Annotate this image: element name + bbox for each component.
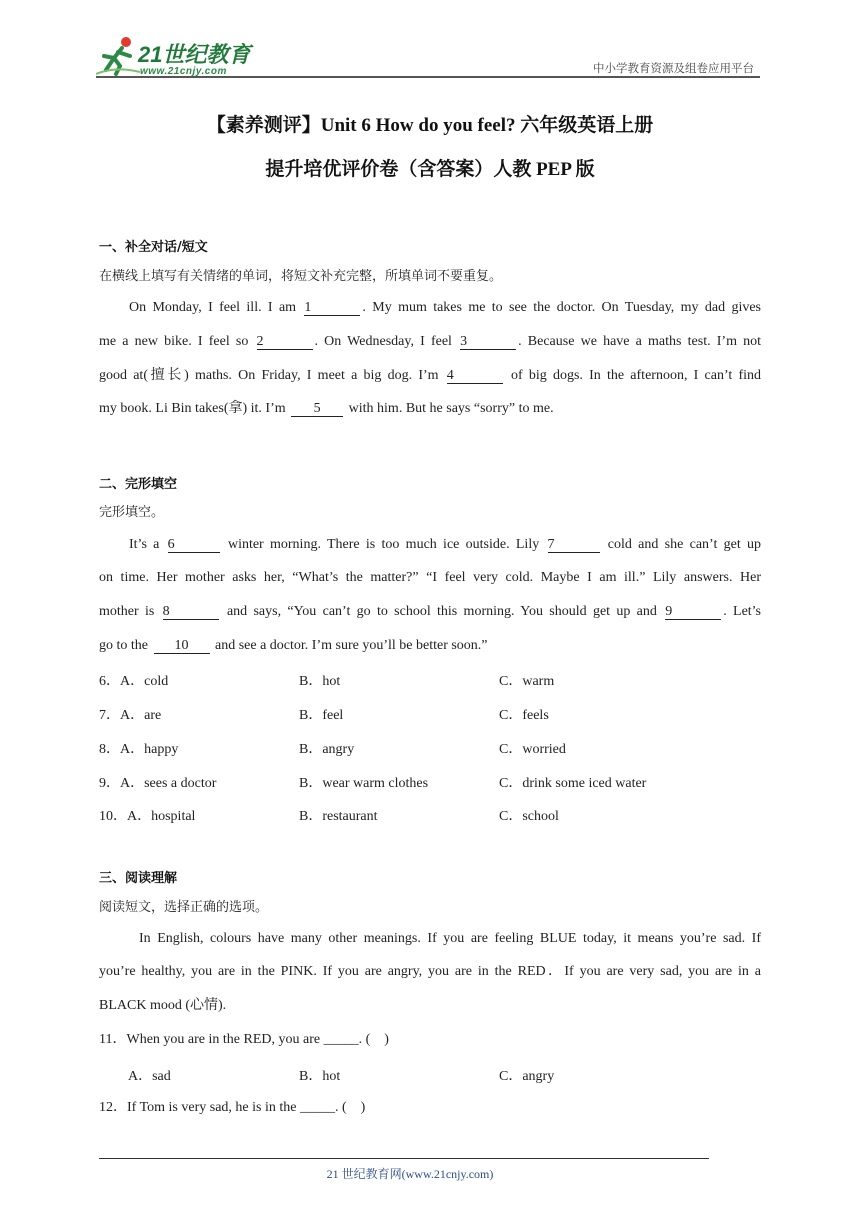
option-c[interactable]: C．worried: [499, 742, 566, 757]
blank-8[interactable]: 8: [163, 604, 219, 620]
logo-text: 21世纪教育: [138, 42, 251, 67]
document-title-line2: 提升培优评价卷（含答案）人教 PEP 版: [265, 159, 595, 180]
question-number: [99, 704, 161, 724]
section3-heading: 三、阅读理解: [99, 871, 178, 886]
option-b[interactable]: B．hot: [299, 674, 341, 689]
text-segment: . On Wednesday, I feel: [314, 334, 452, 349]
question-number-text: 9．: [99, 776, 120, 791]
text-segment: go to the: [99, 638, 148, 653]
option-c[interactable]: C．drink some iced water: [499, 776, 647, 791]
text-segment: good at(擅长) maths. On Friday, I meet a big dog. I’m: [99, 368, 439, 383]
text-segment: winter morning. There is too much ice outside. Lily: [227, 537, 540, 552]
option-a[interactable]: A．sad: [128, 1069, 171, 1084]
text-segment: It’s a: [129, 537, 160, 552]
section1-heading: 一、补全对话/短文: [99, 240, 208, 255]
section3-instruction: 阅读短文，选择正确的选项。: [99, 900, 269, 915]
question-number: [99, 670, 168, 690]
question-number-text: 7．: [99, 708, 120, 723]
option-b[interactable]: B．hot: [299, 1069, 341, 1084]
section2-line1: [99, 536, 761, 554]
header-divider: [96, 76, 760, 78]
option-a[interactable]: A．are: [120, 708, 162, 723]
text-segment: and says, “You can’t go to school this morning. You should get up and: [226, 604, 657, 619]
logo-url: www.21cnjy.com: [140, 66, 227, 77]
question-number: [99, 772, 216, 792]
section2-heading: 二、完形填空: [99, 477, 178, 492]
section1-line4: [99, 400, 761, 418]
section2-line2: on time. Her mother asks her, “What’s the matter?” “I feel very cold. Maybe I am ill.” Lily answers. Her: [99, 570, 761, 585]
question-11: 11．When you are in the RED, you are _____. ( ): [99, 1032, 389, 1047]
option-a[interactable]: A．hospital: [127, 809, 196, 824]
section1-line1: [99, 299, 761, 317]
question-number-text: 10．: [99, 809, 127, 824]
question-8: [99, 738, 761, 756]
text-segment: . Because we have a maths test. I’m not: [518, 334, 762, 349]
text-segment: and see a doctor. I’m sure you’ll be better soon.”: [215, 638, 488, 653]
option-c[interactable]: C．angry: [499, 1069, 555, 1084]
option-c[interactable]: C．warm: [499, 674, 555, 689]
footer-divider: [99, 1158, 709, 1159]
question-number: [99, 805, 195, 825]
question-number-text: 6．: [99, 674, 120, 689]
question-11-options: [99, 1065, 761, 1083]
question-6: [99, 670, 761, 688]
site-logo: [96, 36, 261, 78]
page-header: [96, 30, 760, 78]
blank-3[interactable]: 3: [460, 334, 516, 350]
section2-line4: [99, 637, 761, 655]
question-12: 12．If Tom is very sad, he is in the _____. ( ): [99, 1100, 366, 1115]
question-number-text: 8．: [99, 742, 120, 757]
text-segment: . Let’s: [723, 604, 762, 619]
option-b[interactable]: B．angry: [299, 742, 355, 757]
option-b[interactable]: B．feel: [299, 708, 344, 723]
question-9: [99, 772, 761, 790]
section3-line1: In English, colours have many other meanings. If you are feeling BLUE today, it means you’re sad. If: [139, 931, 761, 946]
option-a[interactable]: A．cold: [120, 674, 169, 689]
runner-logo-icon: [96, 36, 140, 76]
blank-5[interactable]: 5: [291, 401, 343, 417]
text-segment: of big dogs. In the afternoon, I can’t find: [510, 368, 762, 383]
text-segment: mother is: [99, 604, 155, 619]
option-b[interactable]: B．wear warm clothes: [299, 776, 429, 791]
section2-instruction: 完形填空。: [99, 505, 165, 520]
blank-7[interactable]: 7: [548, 537, 600, 553]
question-10: [99, 805, 761, 823]
text-segment: . My mum takes me to see the doctor. On Tuesday, my dad gives: [362, 300, 762, 315]
option-c[interactable]: C．school: [499, 809, 559, 824]
footer-link[interactable]: 21 世纪教育网(www.21cnjy.com): [326, 1167, 494, 1181]
option-a[interactable]: A．happy: [120, 742, 179, 757]
section3-line3: BLACK mood (心情).: [99, 998, 227, 1013]
section1-line2: [99, 333, 761, 351]
blank-6[interactable]: 6: [168, 537, 220, 553]
blank-2[interactable]: 2: [257, 334, 313, 350]
platform-label: 中小学教育资源及组卷应用平台: [593, 61, 754, 75]
section1-instruction: 在横线上填写有关情绪的单词，将短文补充完整，所填单词不要重复。: [99, 269, 503, 284]
blank-1[interactable]: 1: [304, 300, 360, 316]
option-a[interactable]: A．sees a doctor: [120, 776, 217, 791]
section2-line3: [99, 603, 761, 621]
section1-line3: [99, 367, 761, 385]
text-segment: On Monday, I feel ill. I am: [129, 300, 297, 315]
blank-10[interactable]: 10: [154, 638, 210, 654]
text-segment: cold and she can’t get up: [607, 537, 761, 552]
blank-9[interactable]: 9: [665, 604, 721, 620]
option-c[interactable]: C．feels: [499, 708, 549, 723]
question-7: [99, 704, 761, 722]
document-title-line1: 【素养测评】Unit 6 How do you feel? 六年级英语上册: [206, 115, 654, 136]
question-number: [99, 738, 178, 758]
text-segment: me a new bike. I feel so: [99, 334, 249, 349]
blank-4[interactable]: 4: [447, 368, 503, 384]
option-b[interactable]: B．restaurant: [299, 809, 378, 824]
text-segment: my book. Li Bin takes(拿) it. I’m: [99, 401, 286, 416]
text-segment: with him. But he says “sorry” to me.: [348, 401, 554, 416]
section3-line2: you’re healthy, you are in the PINK. If you are angry, you are in the RED．If you are very sad, you are in a: [99, 964, 761, 979]
